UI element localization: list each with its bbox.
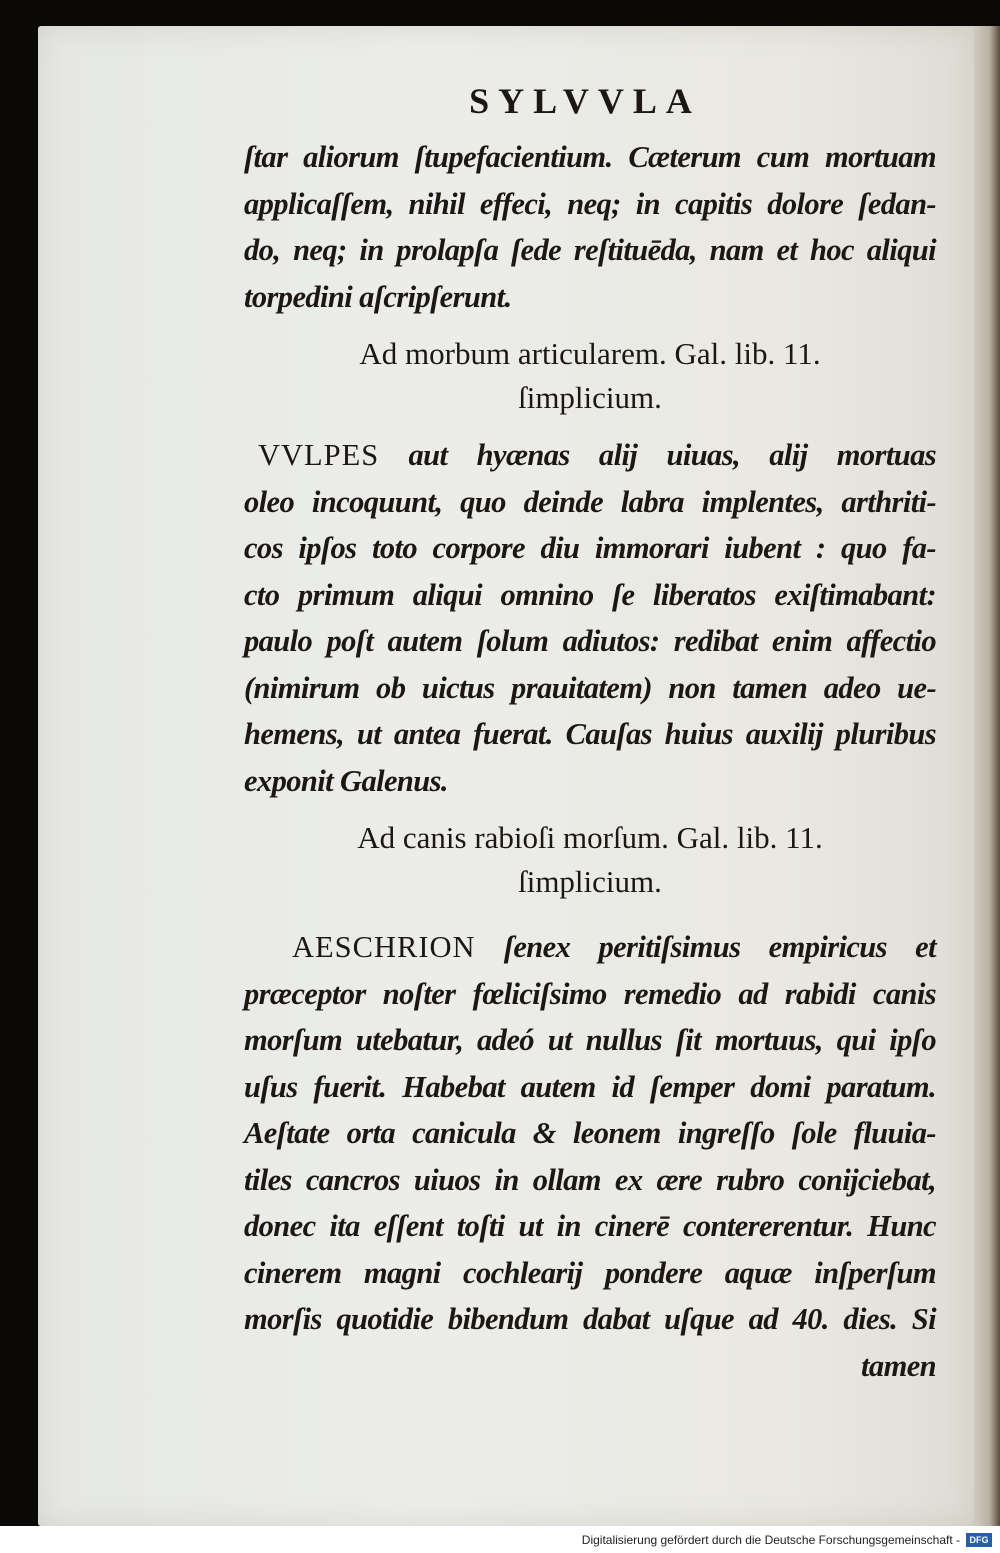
- initial-word: AESCHRION: [292, 930, 476, 964]
- text-line: præceptor noſter fœliciſsimo remedio ad rabidi canis: [244, 976, 936, 1011]
- text-line: paulo poſt autem ſolum adiutos: redibat enim affectio: [244, 624, 936, 658]
- text-line: uſus fuerit. Habebat autem id ſemper domi paratum.: [244, 1069, 936, 1104]
- text-line: do, neq; in prolapſa ſede reſtituēda, nam et hoc aliqui: [244, 233, 936, 267]
- initial-word: VVLPES: [258, 438, 380, 472]
- text-line: donec ita eſſent toſti ut in cinerē contererentur. Hunc: [244, 1209, 936, 1243]
- text-line: cto primum aliqui omnino ſe liberatos exiſtimabant:: [244, 577, 936, 612]
- text-line: Aeſtate orta canicula & leonem ingreſſo ſole fluuia-: [244, 1116, 936, 1150]
- text-line: applicaſſem, nihil effeci, neq; in capitis dolore ſedan-: [244, 186, 936, 221]
- text-span: aut hyænas alij uiuas, alij mortuas: [379, 438, 936, 472]
- footer-bar: [0, 1526, 1000, 1553]
- text-line: cinerem magni cochlearij pondere aquæ inſperſum: [244, 1255, 936, 1290]
- text-line: oleo incoquunt, quo deinde labra implentes, arthriti-: [244, 484, 936, 519]
- text-line: morſum utebatur, adeó ut nullus ſit mortuus, qui ipſo: [244, 1023, 936, 1057]
- section-heading: ſimplicium.: [518, 864, 662, 899]
- text-line: torpedini aſcripſerunt.: [244, 279, 512, 314]
- text-line: morſis quotidie bibendum dabat uſque ad 40. dies. Si: [244, 1302, 936, 1336]
- text-line: tiles cancros uiuos in ollam ex ære rubro conijciebat,: [244, 1162, 936, 1197]
- running-head: SYLVVLA: [469, 81, 701, 121]
- page-edge: [974, 26, 1000, 1526]
- text-line: [244, 432, 936, 479]
- text-line: (nimirum ob uictus prauitatem) non tamen adeo ue-: [244, 670, 936, 705]
- text-line: [244, 924, 936, 971]
- footer-funding-text: Digitalisierung gefördert durch die Deutsche Forschungsgemeinschaft -: [581, 1533, 960, 1547]
- text-line: cos ipſos toto corpore diu immorari iubent : quo fa-: [244, 531, 936, 565]
- dfg-logo-icon[interactable]: DFG: [966, 1533, 992, 1547]
- section-heading: ſimplicium.: [518, 380, 662, 415]
- section-heading: Ad morbum articularem. Gal. lib. 11.: [359, 336, 821, 371]
- catchword: tamen: [861, 1348, 936, 1383]
- text-line: hemens, ut antea fuerat. Cauſas huius auxilij pluribus: [244, 717, 936, 751]
- text-line: exponit Galenus.: [244, 763, 448, 798]
- page-text-block: [244, 80, 936, 1389]
- text-line: ſtar aliorum ſtupefacientium. Cæterum cum mortuam: [244, 140, 936, 174]
- text-span: ſenex peritiſsimus empiricus et: [475, 930, 936, 964]
- section-heading: Ad canis rabioſi morſum. Gal. lib. 11.: [357, 820, 823, 855]
